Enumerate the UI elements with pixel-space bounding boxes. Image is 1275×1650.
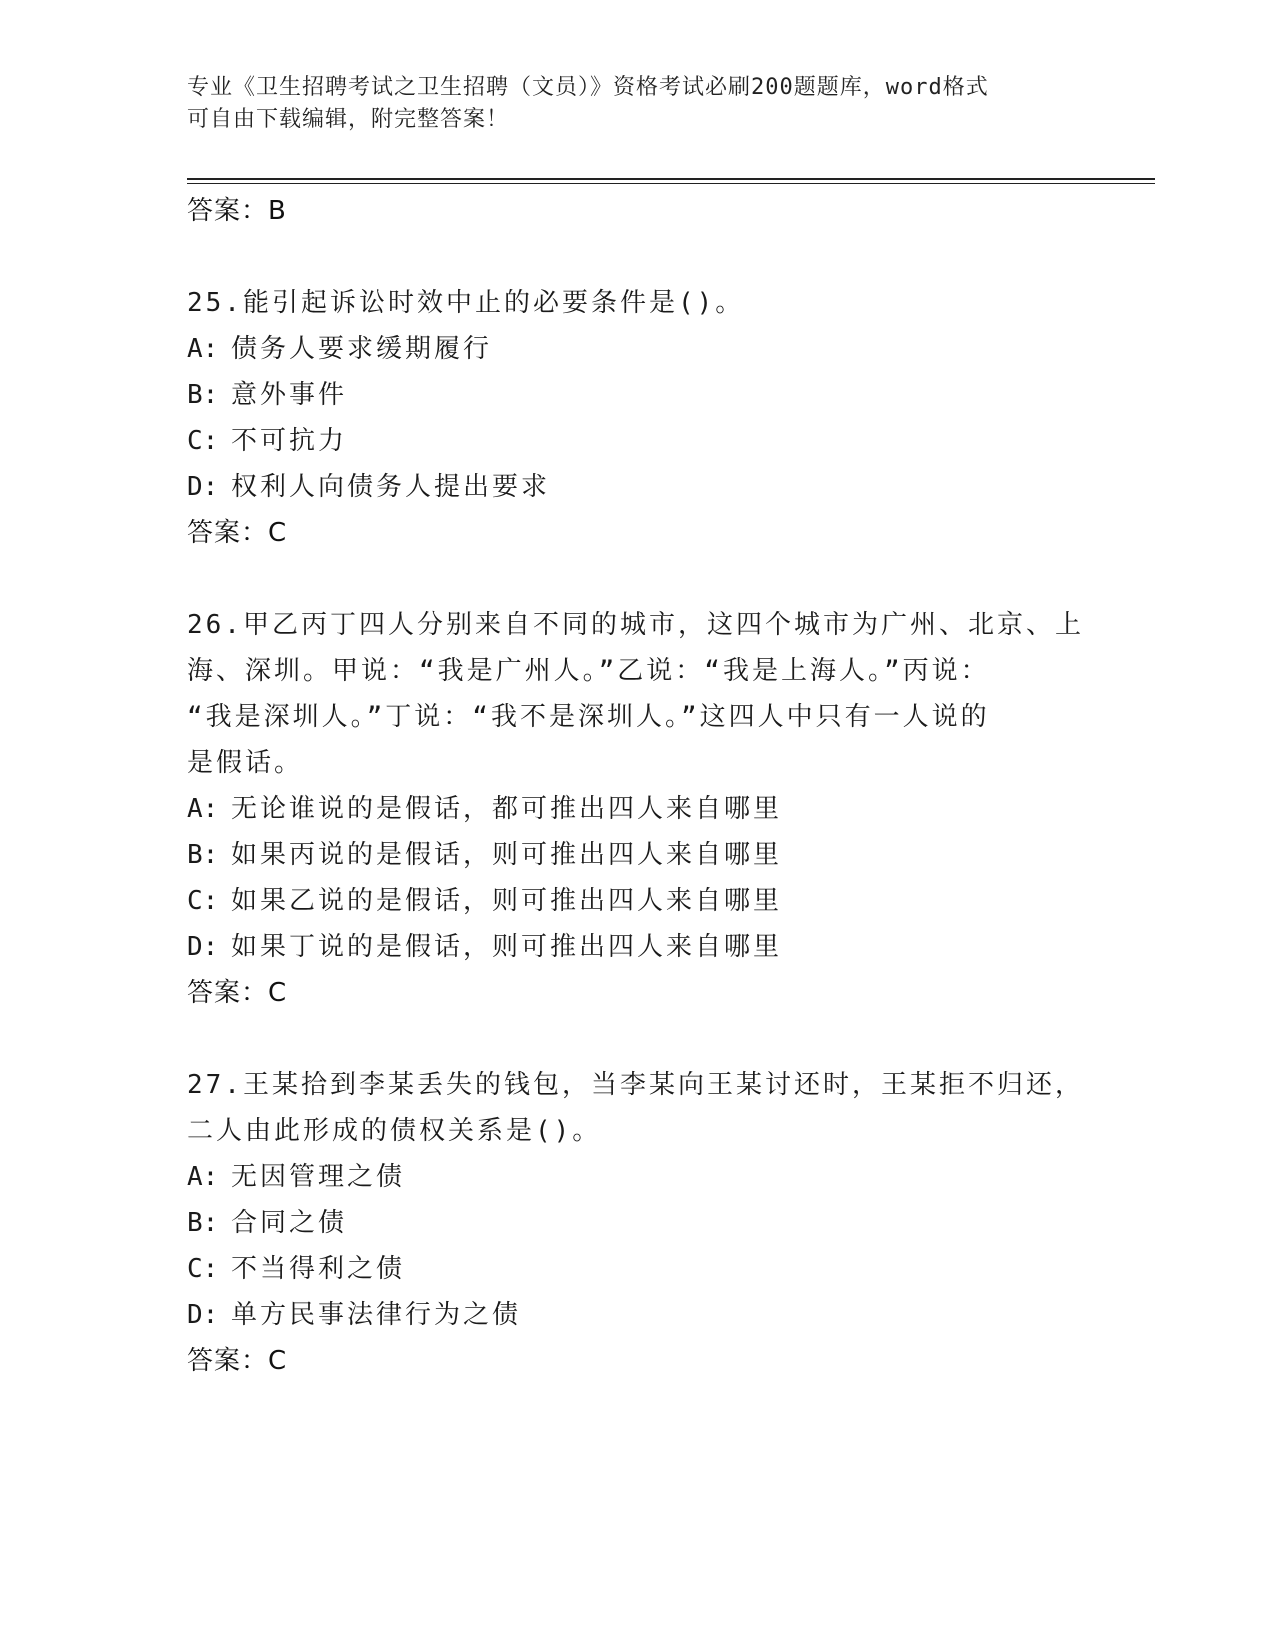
- option-c: [187, 1246, 1087, 1292]
- option-text: 如果乙说的是假话，则可推出四人来自哪里: [231, 886, 783, 916]
- option-text: 权利人向债务人提出要求: [231, 472, 551, 502]
- option-text: 单方民事法律行为之债: [231, 1300, 522, 1330]
- question-answer: 答案：C: [187, 978, 288, 1008]
- option-text: 如果丁说的是假话，则可推出四人来自哪里: [231, 932, 783, 962]
- option-letter: C:: [187, 1254, 219, 1284]
- spacer: [187, 1016, 1087, 1062]
- question-26: [187, 602, 1087, 1016]
- option-d: [187, 464, 1087, 510]
- previous-answer: 答案：B: [187, 196, 287, 226]
- option-text: 债务人要求缓期履行: [231, 334, 493, 364]
- option-text: 合同之债: [231, 1208, 348, 1238]
- option-letter: D:: [187, 1300, 219, 1330]
- header-line-1: 专业《卫生招聘考试之卫生招聘（文员）》资格考试必刷200题题库，word格式: [187, 75, 989, 100]
- document-header: [187, 72, 1087, 136]
- question-answer: 答案：C: [187, 518, 288, 548]
- option-a: [187, 326, 1087, 372]
- question-25: [187, 280, 1087, 556]
- option-letter: C:: [187, 886, 219, 916]
- question-27: [187, 1062, 1087, 1384]
- option-letter: A:: [187, 1162, 219, 1192]
- question-stem-line: 二人由此形成的债权关系是()。: [187, 1116, 602, 1146]
- option-letter: A:: [187, 794, 219, 824]
- question-stem-line: “我是深圳人。”丁说：“我不是深圳人。”这四人中只有一人说的: [187, 702, 990, 732]
- option-a: [187, 786, 1087, 832]
- option-letter: C:: [187, 426, 219, 456]
- option-letter: B:: [187, 840, 219, 870]
- header-divider-thick: [187, 178, 1155, 180]
- option-c: [187, 418, 1087, 464]
- question-stem-line: 海、深圳。甲说：“我是广州人。”乙说：“我是上海人。”丙说：: [187, 656, 990, 686]
- option-b: [187, 372, 1087, 418]
- option-a: [187, 1154, 1087, 1200]
- option-b: [187, 832, 1087, 878]
- option-letter: D:: [187, 472, 219, 502]
- option-d: [187, 1292, 1087, 1338]
- option-letter: B:: [187, 380, 219, 410]
- question-stem-line: 是假话。: [187, 748, 304, 778]
- header-line-2: 可自由下载编辑，附完整答案！: [187, 107, 510, 132]
- question-stem-line: 25.能引起诉讼时效中止的必要条件是()。: [187, 288, 745, 318]
- option-c: [187, 878, 1087, 924]
- option-text: 不当得利之债: [231, 1254, 406, 1284]
- option-text: 无论谁说的是假话，都可推出四人来自哪里: [231, 794, 783, 824]
- option-letter: A:: [187, 334, 219, 364]
- option-letter: D:: [187, 932, 219, 962]
- option-d: [187, 924, 1087, 970]
- spacer: [187, 556, 1087, 602]
- option-text: 无因管理之债: [231, 1162, 406, 1192]
- question-answer: 答案：C: [187, 1346, 288, 1376]
- option-text: 如果丙说的是假话，则可推出四人来自哪里: [231, 840, 783, 870]
- question-stem-line: 27.王某拾到李某丢失的钱包，当李某向王某讨还时，王某拒不归还，: [187, 1070, 1084, 1100]
- question-stem-line: 26.甲乙丙丁四人分别来自不同的城市，这四个城市为广州、北京、上: [187, 610, 1084, 640]
- option-text: 意外事件: [231, 380, 348, 410]
- option-text: 不可抗力: [231, 426, 348, 456]
- question-list: [187, 188, 1087, 1384]
- option-letter: B:: [187, 1208, 219, 1238]
- header-divider-thin: [187, 183, 1155, 184]
- spacer: [187, 234, 1087, 280]
- option-b: [187, 1200, 1087, 1246]
